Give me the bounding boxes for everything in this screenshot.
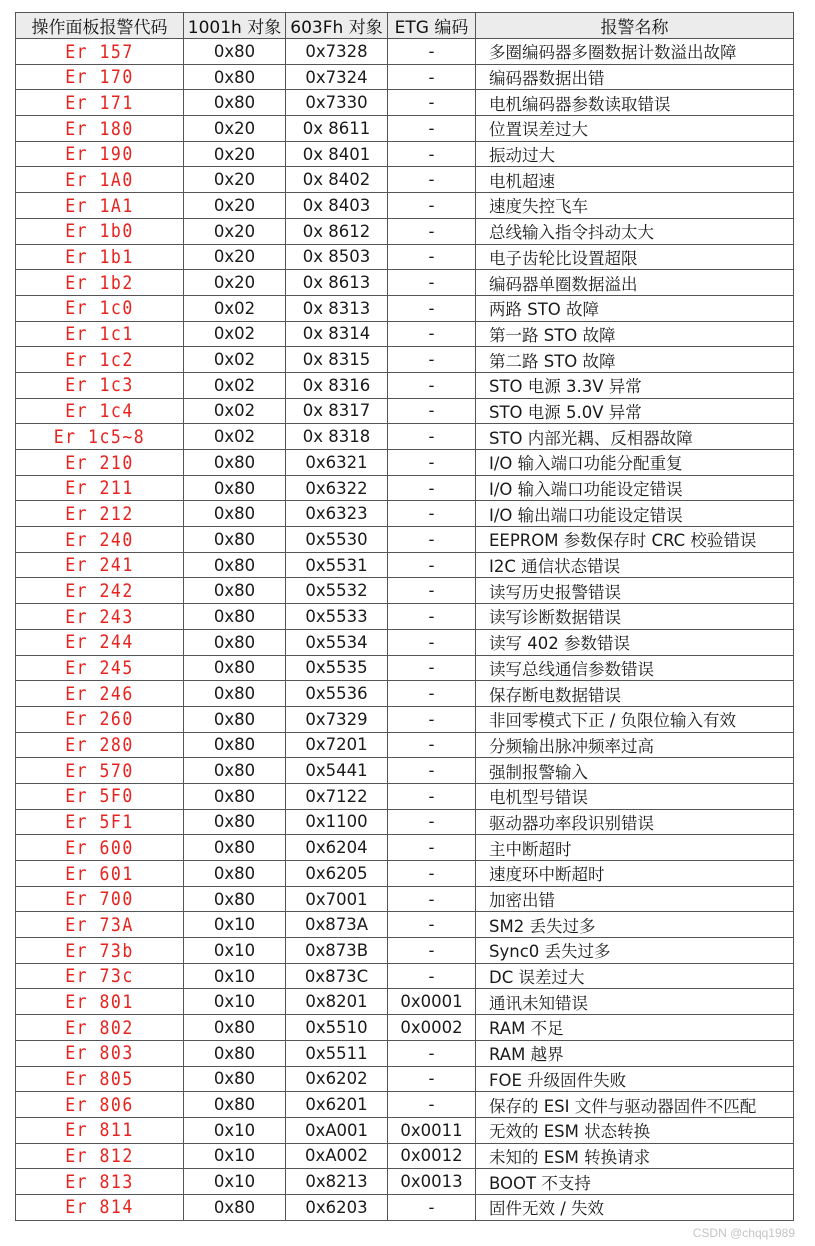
etg-code-cell: - — [388, 218, 476, 244]
table-row — [16, 424, 794, 450]
etg-code-cell: - — [388, 372, 476, 398]
etg-code-cell: 0x0011 — [388, 1117, 476, 1143]
header-panel-alarm-code: 操作面板报警代码 — [16, 13, 184, 39]
alarm-name-cell: 主中断超时 — [476, 835, 794, 861]
table-row — [16, 167, 794, 193]
alarm-name-cell: 位置误差过大 — [476, 116, 794, 142]
alarm-name-cell: 读写总线通信参数错误 — [476, 655, 794, 681]
object-603fh-cell: 0x 8315 — [286, 347, 388, 373]
alarm-code-cell: Er 1c1 — [16, 319, 184, 349]
object-603fh-cell: 0x5530 — [286, 527, 388, 553]
header-1001h-object: 1001h 对象 — [184, 13, 286, 39]
table-row — [16, 398, 794, 424]
alarm-name-cell: 通讯未知错误 — [476, 989, 794, 1015]
object-603fh-cell: 0x6321 — [286, 450, 388, 476]
object-1001h-cell: 0x80 — [184, 450, 286, 476]
etg-code-cell: - — [388, 295, 476, 321]
etg-code-cell: - — [388, 963, 476, 989]
alarm-code-cell: Er 5F1 — [16, 807, 184, 837]
etg-code-cell: - — [388, 655, 476, 681]
header-row — [16, 13, 794, 39]
object-1001h-cell: 0x80 — [184, 475, 286, 501]
alarm-name-cell: 保存断电数据错误 — [476, 681, 794, 707]
etg-code-cell: - — [388, 347, 476, 373]
etg-code-cell: - — [388, 809, 476, 835]
object-603fh-cell: 0x 8503 — [286, 244, 388, 270]
alarm-code-cell: Er 805 — [16, 1064, 184, 1094]
alarm-code-cell: Er 73c — [16, 961, 184, 991]
alarm-code-cell: Er 170 — [16, 62, 184, 92]
table-row — [16, 193, 794, 219]
alarm-code-cell: Er 211 — [16, 473, 184, 503]
object-603fh-cell: 0x8213 — [286, 1169, 388, 1195]
alarm-name-cell: 未知的 ESM 转换请求 — [476, 1143, 794, 1169]
table-row — [16, 347, 794, 373]
table-row — [16, 809, 794, 835]
etg-code-cell: - — [388, 732, 476, 758]
alarm-name-cell: 分频输出脉冲频率过高 — [476, 732, 794, 758]
etg-code-cell: - — [388, 167, 476, 193]
etg-code-cell: - — [388, 552, 476, 578]
object-603fh-cell: 0x 8403 — [286, 193, 388, 219]
alarm-name-cell: RAM 越界 — [476, 1040, 794, 1066]
object-603fh-cell: 0x5532 — [286, 578, 388, 604]
table-row — [16, 141, 794, 167]
alarm-code-cell: Er 190 — [16, 139, 184, 169]
etg-code-cell: - — [388, 1092, 476, 1118]
object-603fh-cell: 0x6322 — [286, 475, 388, 501]
object-603fh-cell: 0x6203 — [286, 1194, 388, 1220]
etg-code-cell: - — [388, 886, 476, 912]
object-1001h-cell: 0x80 — [184, 64, 286, 90]
alarm-name-cell: 第二路 STO 故障 — [476, 347, 794, 373]
table-row — [16, 116, 794, 142]
etg-code-cell: - — [388, 244, 476, 270]
alarm-name-cell: 无效的 ESM 状态转换 — [476, 1117, 794, 1143]
object-603fh-cell: 0x7001 — [286, 886, 388, 912]
header-alarm-name: 报警名称 — [476, 13, 794, 39]
object-1001h-cell: 0x80 — [184, 809, 286, 835]
object-1001h-cell: 0x80 — [184, 578, 286, 604]
object-603fh-cell: 0x5441 — [286, 758, 388, 784]
object-603fh-cell: 0x5535 — [286, 655, 388, 681]
etg-code-cell: - — [388, 398, 476, 424]
object-603fh-cell: 0x7328 — [286, 39, 388, 65]
alarm-name-cell: 电机编码器参数读取错误 — [476, 90, 794, 116]
table-row — [16, 90, 794, 116]
table-row — [16, 835, 794, 861]
table-row — [16, 1066, 794, 1092]
alarm-code-cell: Er 73b — [16, 936, 184, 966]
table-header — [16, 13, 794, 39]
object-1001h-cell: 0x20 — [184, 167, 286, 193]
table-row — [16, 604, 794, 630]
alarm-code-cell: Er 803 — [16, 1038, 184, 1068]
alarm-code-cell: Er 212 — [16, 499, 184, 529]
alarm-name-cell: 读写历史报警错误 — [476, 578, 794, 604]
alarm-code-cell: Er 813 — [16, 1167, 184, 1197]
object-603fh-cell: 0x7330 — [286, 90, 388, 116]
alarm-name-cell: 强制报警输入 — [476, 758, 794, 784]
object-1001h-cell: 0x80 — [184, 861, 286, 887]
object-603fh-cell: 0x 8612 — [286, 218, 388, 244]
alarm-name-cell: 电子齿轮比设置超限 — [476, 244, 794, 270]
object-1001h-cell: 0x80 — [184, 706, 286, 732]
object-1001h-cell: 0x80 — [184, 39, 286, 65]
table-row — [16, 1092, 794, 1118]
alarm-name-cell: 加密出错 — [476, 886, 794, 912]
alarm-name-cell: 编码器数据出错 — [476, 64, 794, 90]
alarm-name-cell: 振动过大 — [476, 141, 794, 167]
object-603fh-cell: 0x6205 — [286, 861, 388, 887]
alarm-name-cell: DC 误差过大 — [476, 963, 794, 989]
etg-code-cell: - — [388, 450, 476, 476]
table-row — [16, 912, 794, 938]
alarm-code-cell: Er 802 — [16, 1013, 184, 1043]
etg-code-cell: - — [388, 501, 476, 527]
alarm-code-cell: Er 5F0 — [16, 782, 184, 812]
table-row — [16, 1143, 794, 1169]
alarm-code-cell: Er 180 — [16, 114, 184, 144]
object-1001h-cell: 0x80 — [184, 501, 286, 527]
object-1001h-cell: 0x20 — [184, 141, 286, 167]
alarm-code-cell: Er 1c3 — [16, 371, 184, 401]
object-603fh-cell: 0x873C — [286, 963, 388, 989]
table-row — [16, 1015, 794, 1041]
alarm-name-cell: 总线输入指令抖动太大 — [476, 218, 794, 244]
object-603fh-cell: 0x5536 — [286, 681, 388, 707]
alarm-name-cell: BOOT 不支持 — [476, 1169, 794, 1195]
etg-code-cell: - — [388, 116, 476, 142]
table-row — [16, 629, 794, 655]
etg-code-cell: - — [388, 141, 476, 167]
object-603fh-cell: 0x6204 — [286, 835, 388, 861]
alarm-name-cell: 多圈编码器多圈数据计数溢出故障 — [476, 39, 794, 65]
alarm-code-cell: Er 814 — [16, 1193, 184, 1223]
object-1001h-cell: 0x10 — [184, 912, 286, 938]
table-row — [16, 450, 794, 476]
object-1001h-cell: 0x80 — [184, 1092, 286, 1118]
object-1001h-cell: 0x80 — [184, 527, 286, 553]
alarm-name-cell: STO 电源 3.3V 异常 — [476, 372, 794, 398]
alarm-name-cell: SM2 丢失过多 — [476, 912, 794, 938]
alarm-name-cell: STO 电源 5.0V 异常 — [476, 398, 794, 424]
etg-code-cell: - — [388, 321, 476, 347]
etg-code-cell: - — [388, 861, 476, 887]
table-row — [16, 1194, 794, 1220]
table-row — [16, 783, 794, 809]
table-row — [16, 861, 794, 887]
alarm-code-cell: Er 244 — [16, 627, 184, 657]
table-row — [16, 938, 794, 964]
alarm-name-cell: 读写 402 参数错误 — [476, 629, 794, 655]
alarm-code-cell: Er 280 — [16, 730, 184, 760]
alarm-code-cell: Er 600 — [16, 833, 184, 863]
object-603fh-cell: 0x1100 — [286, 809, 388, 835]
object-1001h-cell: 0x20 — [184, 218, 286, 244]
alarm-code-cell: Er 812 — [16, 1141, 184, 1171]
object-1001h-cell: 0x10 — [184, 938, 286, 964]
object-1001h-cell: 0x80 — [184, 1066, 286, 1092]
alarm-name-cell: 固件无效 / 失效 — [476, 1194, 794, 1220]
etg-code-cell: - — [388, 64, 476, 90]
object-603fh-cell: 0x 8613 — [286, 270, 388, 296]
etg-code-cell: - — [388, 681, 476, 707]
table-row — [16, 527, 794, 553]
etg-code-cell: - — [388, 835, 476, 861]
table-row — [16, 706, 794, 732]
alarm-code-cell: Er 171 — [16, 88, 184, 118]
alarm-code-cell: Er 1c0 — [16, 293, 184, 323]
object-1001h-cell: 0x80 — [184, 629, 286, 655]
alarm-name-cell: 编码器单圈数据溢出 — [476, 270, 794, 296]
alarm-name-cell: 第一路 STO 故障 — [476, 321, 794, 347]
alarm-code-cell: Er 1b1 — [16, 242, 184, 272]
table-row — [16, 270, 794, 296]
alarm-code-cell: Er 242 — [16, 576, 184, 606]
object-603fh-cell: 0x5531 — [286, 552, 388, 578]
table-row — [16, 578, 794, 604]
alarm-code-cell: Er 570 — [16, 756, 184, 786]
object-603fh-cell: 0x5534 — [286, 629, 388, 655]
alarm-code-cell: Er 1c4 — [16, 396, 184, 426]
alarm-name-cell: 两路 STO 故障 — [476, 295, 794, 321]
etg-code-cell: - — [388, 706, 476, 732]
object-1001h-cell: 0x10 — [184, 1117, 286, 1143]
table-row — [16, 295, 794, 321]
object-1001h-cell: 0x80 — [184, 604, 286, 630]
table-row — [16, 963, 794, 989]
alarm-name-cell: 速度环中断超时 — [476, 861, 794, 887]
object-603fh-cell: 0x 8401 — [286, 141, 388, 167]
object-603fh-cell: 0x7122 — [286, 783, 388, 809]
object-1001h-cell: 0x80 — [184, 655, 286, 681]
alarm-name-cell: 速度失控飞车 — [476, 193, 794, 219]
alarm-name-cell: 电机超速 — [476, 167, 794, 193]
object-1001h-cell: 0x02 — [184, 372, 286, 398]
alarm-code-cell: Er 260 — [16, 704, 184, 734]
alarm-name-cell: STO 内部光耦、反相器故障 — [476, 424, 794, 450]
object-603fh-cell: 0xA002 — [286, 1143, 388, 1169]
table-row — [16, 244, 794, 270]
etg-code-cell: - — [388, 604, 476, 630]
object-603fh-cell: 0x 8318 — [286, 424, 388, 450]
etg-code-cell: - — [388, 475, 476, 501]
object-1001h-cell: 0x80 — [184, 90, 286, 116]
object-603fh-cell: 0x 8611 — [286, 116, 388, 142]
object-1001h-cell: 0x10 — [184, 1169, 286, 1195]
object-1001h-cell: 0x80 — [184, 681, 286, 707]
table-row — [16, 475, 794, 501]
table-row — [16, 1117, 794, 1143]
alarm-code-cell: Er 700 — [16, 884, 184, 914]
table-row — [16, 1169, 794, 1195]
etg-code-cell: 0x0013 — [388, 1169, 476, 1195]
etg-code-cell: 0x0012 — [388, 1143, 476, 1169]
alarm-code-cell: Er 1c2 — [16, 345, 184, 375]
table-row — [16, 732, 794, 758]
alarm-code-cell: Er 241 — [16, 550, 184, 580]
etg-code-cell: - — [388, 270, 476, 296]
alarm-code-cell: Er 157 — [16, 37, 184, 67]
object-603fh-cell: 0x6323 — [286, 501, 388, 527]
object-603fh-cell: 0x 8316 — [286, 372, 388, 398]
etg-code-cell: 0x0002 — [388, 1015, 476, 1041]
etg-code-cell: - — [388, 90, 476, 116]
object-1001h-cell: 0x02 — [184, 321, 286, 347]
alarm-name-cell: 读写诊断数据错误 — [476, 604, 794, 630]
object-1001h-cell: 0x80 — [184, 835, 286, 861]
header-603fh-object: 603Fh 对象 — [286, 13, 388, 39]
alarm-code-cell: Er 1b2 — [16, 268, 184, 298]
etg-code-cell: - — [388, 1066, 476, 1092]
table-row — [16, 989, 794, 1015]
object-1001h-cell: 0x02 — [184, 347, 286, 373]
etg-code-cell: - — [388, 758, 476, 784]
alarm-code-cell: Er 601 — [16, 859, 184, 889]
object-603fh-cell: 0x 8402 — [286, 167, 388, 193]
object-603fh-cell: 0x7329 — [286, 706, 388, 732]
alarm-name-cell: I2C 通信状态错误 — [476, 552, 794, 578]
etg-code-cell: - — [388, 1194, 476, 1220]
alarm-code-cell: Er 1c5~8 — [16, 422, 184, 452]
table-row — [16, 321, 794, 347]
watermark: CSDN @chqq1989 — [692, 1226, 795, 1240]
table-row — [16, 681, 794, 707]
alarm-name-cell: 驱动器功率段识别错误 — [476, 809, 794, 835]
header-etg-code: ETG 编码 — [388, 13, 476, 39]
object-1001h-cell: 0x80 — [184, 1194, 286, 1220]
alarm-code-cell: Er 245 — [16, 653, 184, 683]
table-row — [16, 1040, 794, 1066]
etg-code-cell: - — [388, 578, 476, 604]
alarm-code-cell: Er 1b0 — [16, 216, 184, 246]
alarm-code-cell: Er 806 — [16, 1090, 184, 1120]
alarm-code-cell: Er 1A1 — [16, 191, 184, 221]
alarm-name-cell: 电机型号错误 — [476, 783, 794, 809]
object-1001h-cell: 0x02 — [184, 295, 286, 321]
alarm-code-cell: Er 73A — [16, 910, 184, 940]
object-603fh-cell: 0x6201 — [286, 1092, 388, 1118]
object-1001h-cell: 0x20 — [184, 193, 286, 219]
object-603fh-cell: 0x 8317 — [286, 398, 388, 424]
object-1001h-cell: 0x02 — [184, 398, 286, 424]
etg-code-cell: - — [388, 783, 476, 809]
table-row — [16, 372, 794, 398]
alarm-name-cell: 保存的 ESI 文件与驱动器固件不匹配 — [476, 1092, 794, 1118]
object-1001h-cell: 0x80 — [184, 886, 286, 912]
etg-code-cell: - — [388, 1040, 476, 1066]
object-603fh-cell: 0xA001 — [286, 1117, 388, 1143]
alarm-code-cell: Er 811 — [16, 1115, 184, 1145]
object-1001h-cell: 0x10 — [184, 1143, 286, 1169]
object-1001h-cell: 0x80 — [184, 1015, 286, 1041]
object-1001h-cell: 0x80 — [184, 732, 286, 758]
alarm-name-cell: Sync0 丢失过多 — [476, 938, 794, 964]
table-row — [16, 758, 794, 784]
object-603fh-cell: 0x5510 — [286, 1015, 388, 1041]
alarm-name-cell: EEPROM 参数保存时 CRC 校验错误 — [476, 527, 794, 553]
object-1001h-cell: 0x80 — [184, 758, 286, 784]
object-603fh-cell: 0x6202 — [286, 1066, 388, 1092]
alarm-name-cell: I/O 输入端口功能设定错误 — [476, 475, 794, 501]
etg-code-cell: - — [388, 424, 476, 450]
table-body — [16, 39, 794, 1221]
alarm-code-cell: Er 243 — [16, 602, 184, 632]
table-row — [16, 886, 794, 912]
object-603fh-cell: 0x873B — [286, 938, 388, 964]
object-1001h-cell: 0x80 — [184, 552, 286, 578]
etg-code-cell: - — [388, 629, 476, 655]
table-row — [16, 39, 794, 65]
alarm-code-cell: Er 801 — [16, 987, 184, 1017]
object-603fh-cell: 0x8201 — [286, 989, 388, 1015]
alarm-code-cell: Er 210 — [16, 448, 184, 478]
etg-code-cell: - — [388, 193, 476, 219]
table-row — [16, 552, 794, 578]
object-1001h-cell: 0x10 — [184, 963, 286, 989]
alarm-name-cell: I/O 输入端口功能分配重复 — [476, 450, 794, 476]
alarm-code-cell: Er 240 — [16, 525, 184, 555]
etg-code-cell: - — [388, 527, 476, 553]
object-603fh-cell: 0x 8313 — [286, 295, 388, 321]
object-603fh-cell: 0x7201 — [286, 732, 388, 758]
alarm-name-cell: FOE 升级固件失败 — [476, 1066, 794, 1092]
object-603fh-cell: 0x5511 — [286, 1040, 388, 1066]
object-1001h-cell: 0x10 — [184, 989, 286, 1015]
object-603fh-cell: 0x7324 — [286, 64, 388, 90]
table-row — [16, 501, 794, 527]
object-603fh-cell: 0x873A — [286, 912, 388, 938]
object-1001h-cell: 0x20 — [184, 116, 286, 142]
alarm-name-cell: 非回零模式下正 / 负限位输入有效 — [476, 706, 794, 732]
object-603fh-cell: 0x 8314 — [286, 321, 388, 347]
object-1001h-cell: 0x20 — [184, 270, 286, 296]
object-1001h-cell: 0x80 — [184, 1040, 286, 1066]
table-row — [16, 218, 794, 244]
object-1001h-cell: 0x02 — [184, 424, 286, 450]
etg-code-cell: - — [388, 39, 476, 65]
alarm-code-cell: Er 246 — [16, 679, 184, 709]
object-603fh-cell: 0x5533 — [286, 604, 388, 630]
alarm-code-table — [15, 12, 794, 1221]
object-1001h-cell: 0x80 — [184, 783, 286, 809]
etg-code-cell: - — [388, 912, 476, 938]
alarm-name-cell: RAM 不足 — [476, 1015, 794, 1041]
table-row — [16, 655, 794, 681]
table-row — [16, 64, 794, 90]
object-1001h-cell: 0x20 — [184, 244, 286, 270]
alarm-code-cell: Er 1A0 — [16, 165, 184, 195]
alarm-name-cell: I/O 输出端口功能设定错误 — [476, 501, 794, 527]
etg-code-cell: 0x0001 — [388, 989, 476, 1015]
etg-code-cell: - — [388, 938, 476, 964]
